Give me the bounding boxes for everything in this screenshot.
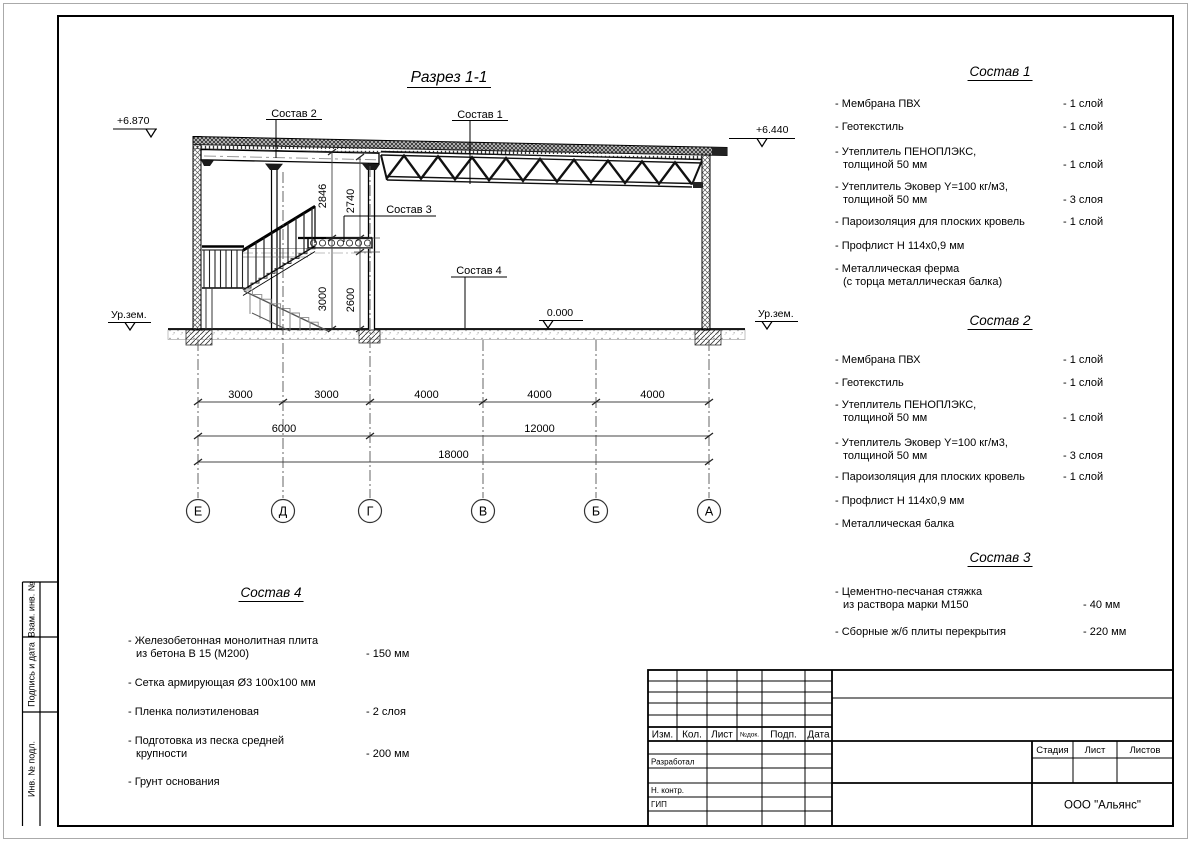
- stamp-vzam-label: Взам. инв. №: [26, 581, 37, 638]
- tb-kol: Кол.: [682, 729, 702, 741]
- stamp-podpis-label: Подпись и дата: [26, 642, 37, 707]
- svg-text:+6.870: +6.870: [117, 115, 150, 127]
- list-item: - Геотекстиль - 1 слой: [835, 121, 1104, 133]
- ceiling-beam: [201, 150, 380, 171]
- svg-text:+6.440: +6.440: [756, 124, 789, 136]
- sostav2-title: Состав 2: [969, 313, 1031, 328]
- section-title: [407, 69, 491, 88]
- tb-izm: Изм.: [651, 729, 674, 741]
- svg-text:Состав 1: Состав 1: [457, 109, 503, 121]
- svg-text:6000: 6000: [271, 423, 297, 435]
- level-mark-top-left: [113, 115, 157, 137]
- svg-text:Состав 3: Состав 3: [386, 204, 432, 216]
- sostav4-title: Состав 4: [240, 585, 302, 600]
- level-mark-zero: [539, 307, 583, 328]
- list-item: - Пароизоляция для плоских кровель - 1 слой: [835, 216, 1104, 228]
- svg-text:Разрез 1-1: Разрез 1-1: [410, 69, 488, 86]
- tb-gip: ГИП: [651, 800, 667, 809]
- list-item: - Подготовка из песка средней крупности - 200 мм: [128, 735, 410, 760]
- level-mark-ground-right: [755, 308, 798, 329]
- list-item: - Мембрана ПВХ - 1 слой: [835, 98, 1104, 110]
- list-item: - Геотекстиль - 1 слой: [835, 377, 1104, 389]
- dimension-row-1: [194, 389, 713, 405]
- list-item: - Утеплитель Эковер Y=100 кг/м3, толщиной 50 мм - 3 слоя: [835, 437, 1104, 462]
- sostav3-title: Состав 3: [969, 550, 1031, 565]
- right-wall: [702, 155, 710, 330]
- svg-text:4000: 4000: [414, 389, 439, 401]
- foundation-left: [186, 330, 212, 345]
- list-item: - Профлист Н 114х0,9 мм: [835, 240, 965, 252]
- tb-stage-list: Лист: [1084, 745, 1106, 756]
- list-item: - Железобетонная монолитная плита из бетона В 15 (М200) - 150 мм: [128, 635, 410, 660]
- axis-bubbles: [187, 500, 721, 523]
- svg-text:18000: 18000: [438, 449, 469, 461]
- svg-text:Ур.зем.: Ур.зем.: [111, 309, 147, 321]
- tb-podp: Подп.: [770, 729, 797, 741]
- list-item: - Сборные ж/б плиты перекрытия - 220 мм: [835, 626, 1127, 638]
- dim-3000v: 3000: [317, 286, 329, 312]
- tb-listov: Листов: [1129, 745, 1161, 756]
- svg-text:Ур.зем.: Ур.зем.: [758, 308, 794, 320]
- list-item: - Пароизоляция для плоских кровель - 1 слой: [835, 471, 1104, 483]
- list-item: - Сетка армирующая Ø3 100х100 мм: [128, 677, 316, 689]
- stamp-inv-label: Инв. № подл.: [26, 740, 37, 798]
- dimension-row-3: [194, 449, 713, 465]
- foundation-mid: [359, 330, 380, 343]
- list-item: - Металлическая балка: [835, 518, 955, 530]
- tb-list: Лист: [711, 729, 733, 741]
- tb-ndok: №док.: [739, 731, 760, 739]
- title-block: [648, 670, 1173, 826]
- svg-text:3000: 3000: [228, 389, 253, 401]
- dim-2740: 2740: [345, 188, 357, 214]
- svg-text:Состав 2: Состав 2: [271, 108, 317, 120]
- list-item: - Пленка полиэтиленовая - 2 слоя: [128, 706, 407, 718]
- sostav1-title: Состав 1: [969, 64, 1031, 79]
- svg-text:Состав 4: Состав 4: [456, 265, 502, 277]
- axis-label: Г: [366, 504, 374, 519]
- dim-2600: 2600: [345, 287, 357, 313]
- axis-label: Б: [591, 504, 601, 519]
- list-item: - Цементно-песчаная стяжка из раствора марки М150 - 40 мм: [835, 586, 1121, 611]
- mezzanine-slab: [243, 238, 372, 257]
- tb-data: Дата: [807, 729, 830, 741]
- staircase: [202, 206, 329, 332]
- svg-text:4000: 4000: [527, 389, 552, 401]
- level-mark-ground-left: [108, 309, 151, 330]
- callout-sostav4: [451, 265, 507, 328]
- list-item: - Утеплитель ПЕНОПЛЭКС, толщиной 50 мм - 1 слой: [835, 399, 1104, 424]
- foundation-right: [695, 330, 721, 345]
- list-item: - Утеплитель ПЕНОПЛЭКС, толщиной 50 мм - 1 слой: [835, 146, 1104, 171]
- tb-stadiya: Стадия: [1036, 745, 1069, 756]
- list-item: - Мембрана ПВХ - 1 слой: [835, 354, 1104, 366]
- level-mark-top-right: [729, 124, 795, 147]
- dimension-row-2: [194, 423, 713, 439]
- axis-label: Д: [278, 504, 288, 519]
- axis-label: В: [478, 504, 488, 519]
- list-item: - Утеплитель Эковер Y=100 кг/м3, толщиной 50 мм - 3 слоя: [835, 181, 1104, 206]
- list-item: - Металлическая ферма (с торца металлическая балка): [835, 263, 1003, 288]
- ground-strip: [168, 329, 745, 345]
- tb-razrabotal: Разработал: [651, 757, 695, 767]
- list-item: - Профлист Н 114х0,9 мм: [835, 495, 965, 507]
- list-item: - Грунт основания: [128, 776, 220, 788]
- svg-text:3000: 3000: [314, 389, 339, 401]
- svg-text:0.000: 0.000: [546, 307, 574, 319]
- left-wall: [193, 137, 201, 331]
- axis-label: А: [704, 504, 714, 519]
- tb-org: ООО "Альянс": [1064, 799, 1141, 812]
- svg-text:4000: 4000: [640, 389, 665, 401]
- dim-2846: 2846: [317, 183, 329, 209]
- callout-sostav3: [344, 204, 436, 242]
- tb-nkontr: Н. контр.: [651, 786, 685, 795]
- axis-label: Е: [193, 504, 203, 519]
- svg-text:12000: 12000: [524, 423, 555, 435]
